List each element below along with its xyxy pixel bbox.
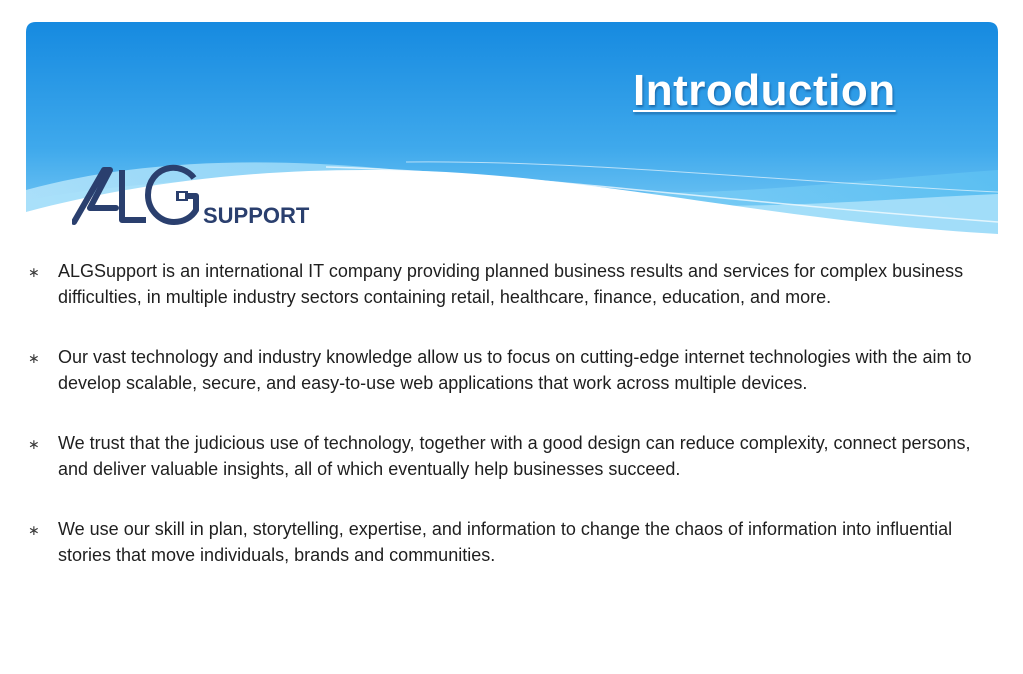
bullet-icon: ∗ (28, 436, 40, 452)
alg-support-logo (72, 162, 322, 232)
bullet-text: Our vast technology and industry knowledge allow us to focus on cutting-edge internet technologies with the aim to develop scalable, secure, and easy-to-use web applications that work across multiple devices. (58, 347, 972, 393)
page-title: Introduction (633, 66, 896, 115)
bullet-list (28, 258, 978, 568)
bullet-text: We use our skill in plan, storytelling, expertise, and information to change the chaos of information into influential stories that move individuals, brands and communities. (58, 519, 953, 565)
bullet-icon: ∗ (28, 522, 40, 538)
bullet-text: ALGSupport is an international IT company providing planned business results and services for complex business difficulties, in multiple industry sectors containing retail, healthcare, finance, education, and more. (58, 261, 964, 307)
bullet-icon: ∗ (28, 264, 40, 280)
logo-wordmark: SUPPORT (203, 203, 310, 228)
list-item (28, 258, 978, 310)
bullet-text: We trust that the judicious use of technology, together with a good design can reduce complexity, connect persons, and deliver valuable insights, all of which eventually help businesses succeed. (58, 433, 971, 479)
alg-logo-mark (72, 162, 202, 228)
list-item (28, 430, 978, 482)
list-item (28, 344, 978, 396)
list-item (28, 516, 978, 568)
bullet-icon: ∗ (28, 350, 40, 366)
